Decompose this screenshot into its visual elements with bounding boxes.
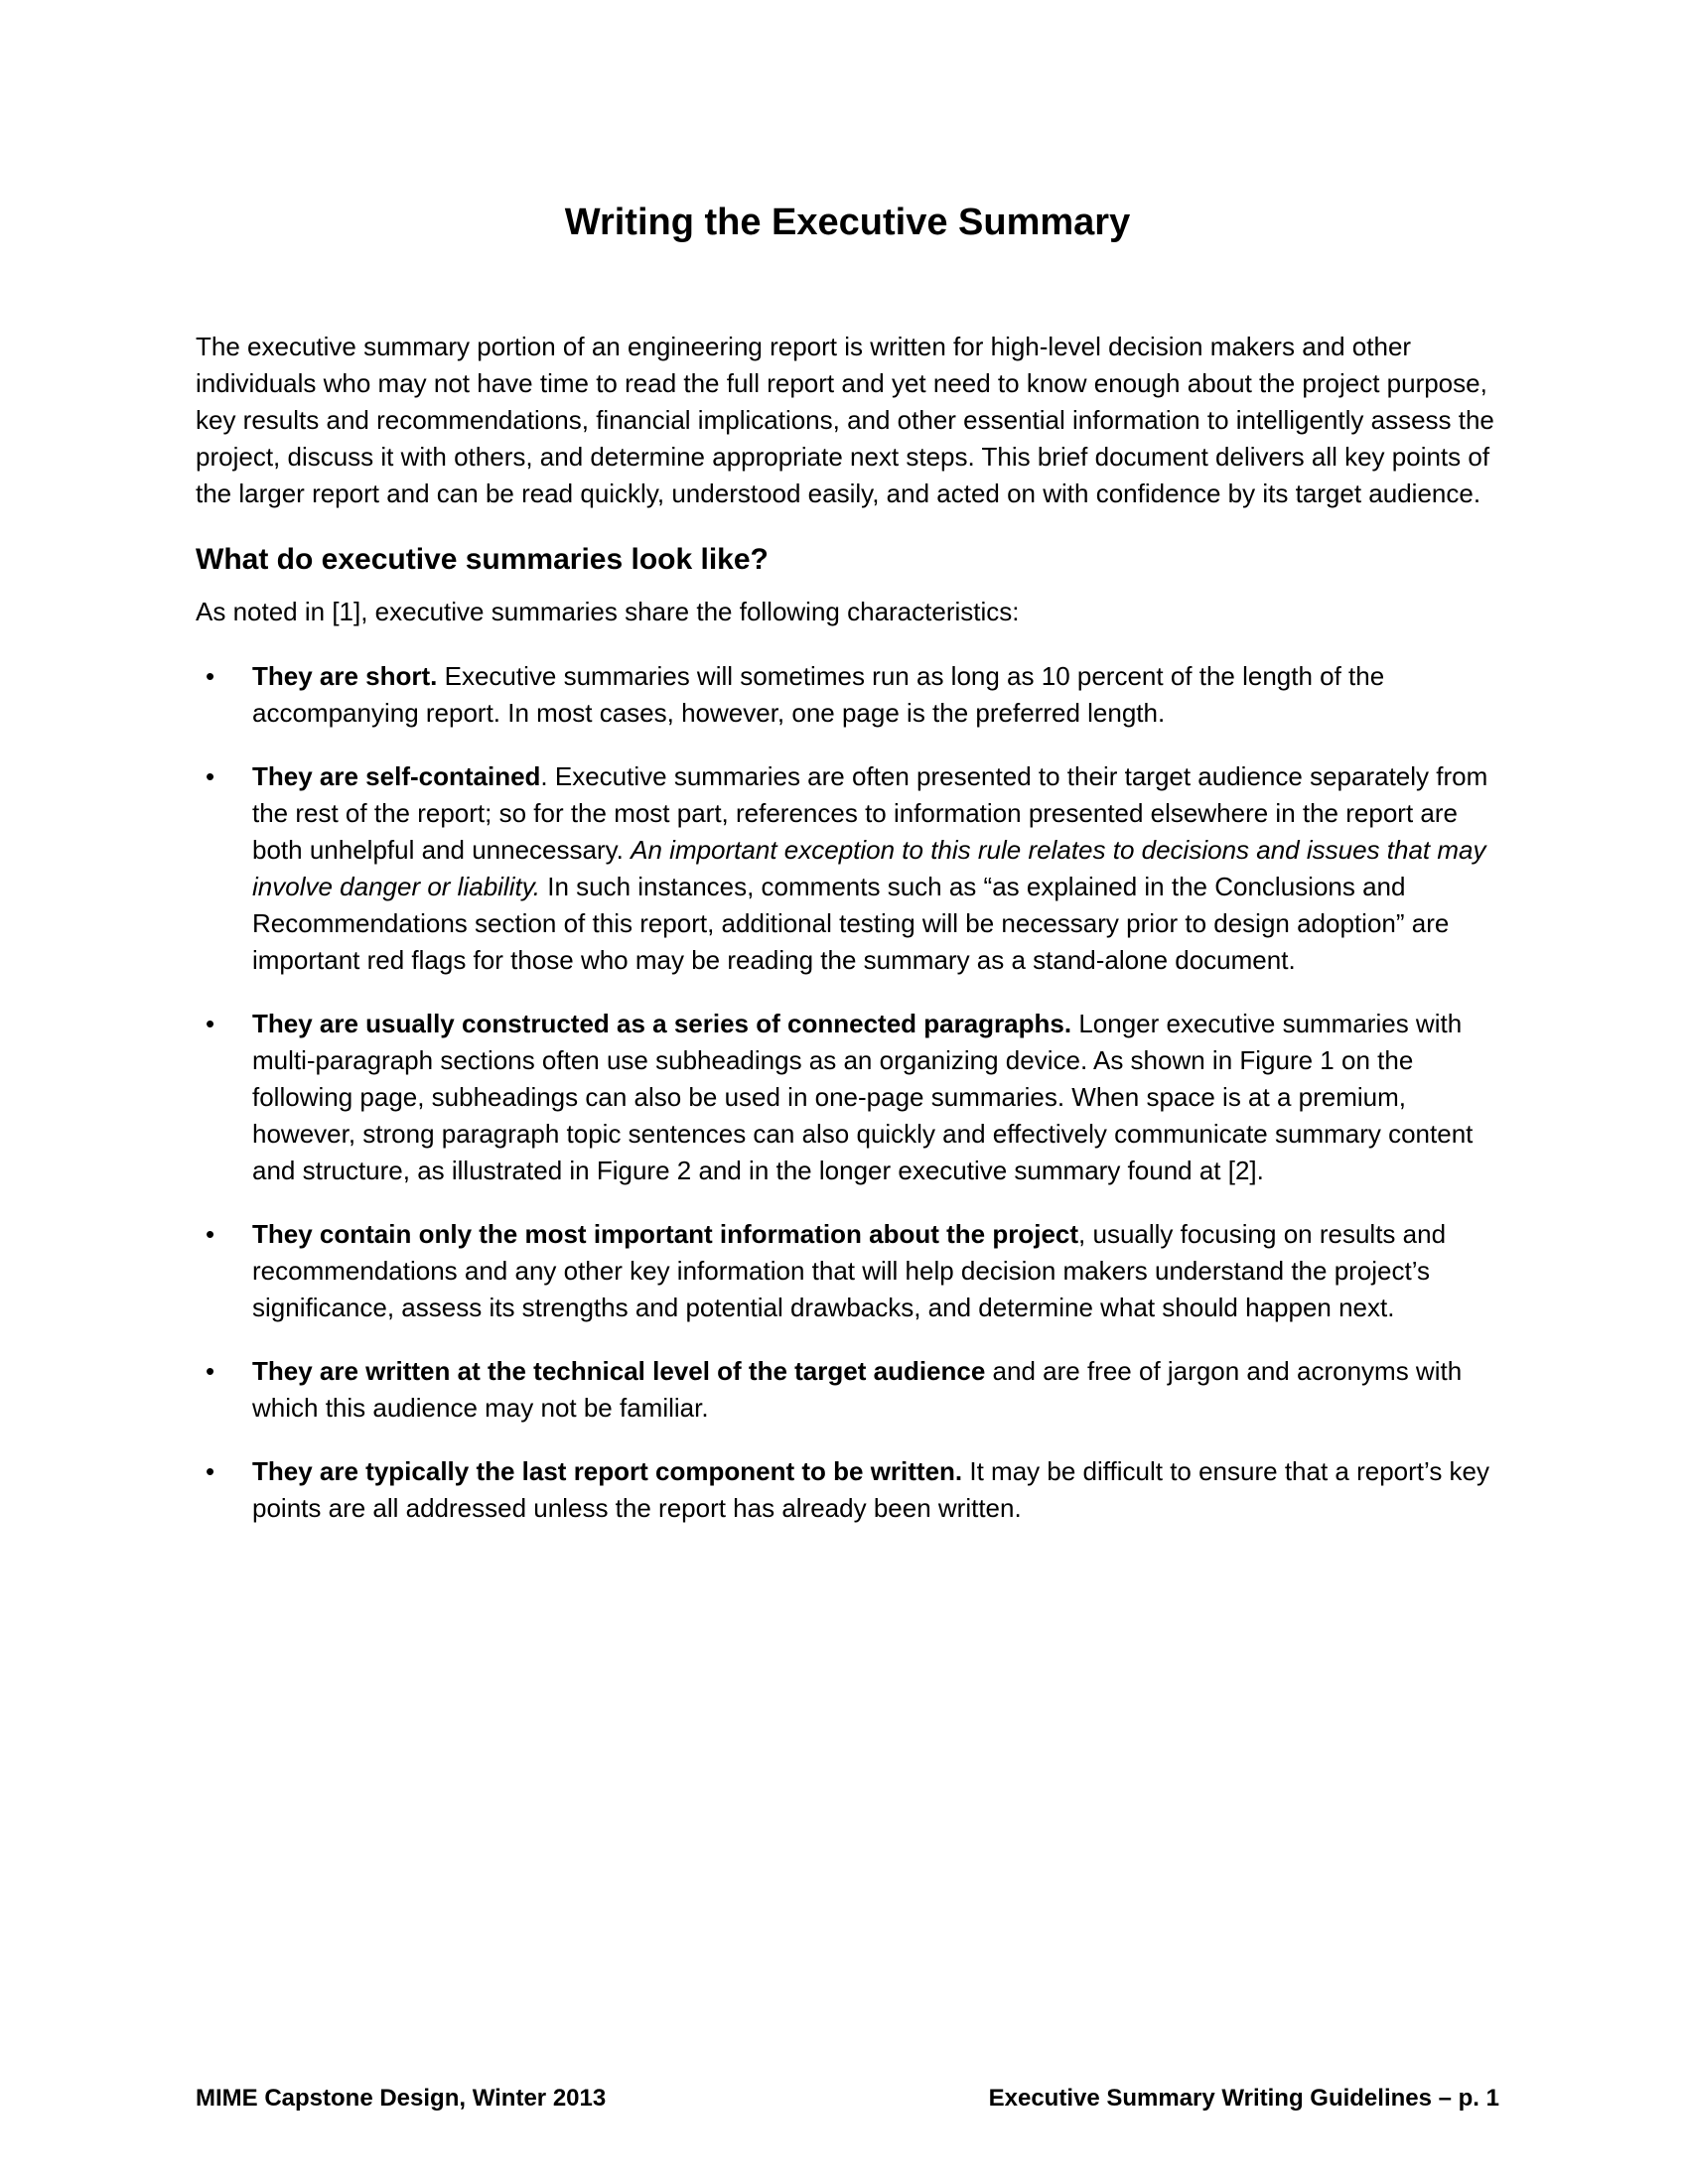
- intro-paragraph: The executive summary portion of an engineering report is written for high-level decision makers and other individuals who may not have time to read the full report and yet need to know enough about the project purpose, key results and recommendations, financial implications, and other essential information to intelligently assess the project, discuss it with others, and determine appropriate next steps. This brief document delivers all key points of the larger report and can be read quickly, understood easily, and acted on with confidence by its target audience.: [196, 331, 1494, 508]
- bullet-text: and are free of jargon and acronyms with which this audience may not be familiar.: [252, 1355, 1463, 1423]
- section-heading: What do executive summaries look like?: [196, 542, 769, 576]
- bullet-bold-lead: They are typically the last report component to be written.: [252, 1455, 963, 1486]
- bullet-icon: •: [206, 1355, 215, 1386]
- section-lead: As noted in [1], executive summaries share the following characteristics:: [196, 596, 1020, 626]
- bullet-icon: •: [206, 760, 215, 791]
- list-item-technical-level: [196, 1353, 1499, 1427]
- bullet-bold-lead: They are usually constructed as a series of connected paragraphs.: [252, 1008, 1072, 1038]
- bullet-bold-lead: They are short.: [252, 660, 438, 691]
- list-item-important-information: [196, 1216, 1499, 1326]
- list-item-self-contained: [196, 758, 1499, 979]
- page-title: Writing the Executive Summary: [564, 202, 1131, 243]
- bullet-text: . Executive summaries are often presented to their target audience separately from the rest of the report; so for the most part, references to information presented elsewhere in the report are both unhelpful and unnecessary.: [252, 760, 1488, 865]
- bullet-text: Longer executive summaries with multi-paragraph sections often use subheadings as an organizing device. As shown in Figure 1 on the following page, subheadings can also be used in one-page summaries. When space is at a premium, however, strong paragraph topic sentences can also quickly and effectively communicate summary content and structure, as illustrated in Figure 2 and in the longer executive summary found at [2].: [252, 1008, 1474, 1185]
- bullet-text: It may be difficult to ensure that a report’s key points are all addressed unless the report has already been written.: [252, 1455, 1490, 1523]
- bullet-bold-lead: They are self-contained: [252, 760, 541, 791]
- characteristics-list: [196, 658, 1499, 1527]
- footer-left-text: MIME Capstone Design, Winter 2013: [196, 2085, 607, 2112]
- footer-right-text: Executive Summary Writing Guidelines – p. 1: [988, 2085, 1499, 2112]
- page-footer: [196, 2085, 1499, 2114]
- bullet-italic-text: An important exception to this rule relates to decisions and issues that may involve danger or liability.: [252, 834, 1486, 901]
- bullet-icon: •: [206, 1218, 215, 1249]
- bullet-bold-lead: They contain only the most important information about the project: [252, 1218, 1079, 1249]
- bullet-icon: •: [206, 1455, 215, 1486]
- list-item-connected-paragraphs: [196, 1006, 1499, 1189]
- list-item-last-component: [196, 1453, 1499, 1527]
- bullet-icon: •: [206, 1008, 215, 1038]
- bullet-text: , usually focusing on results and recommendations and any other key information that will help decision makers understand the project’s significance, assess its strengths and potential drawbacks, and determine what should happen next.: [252, 1218, 1447, 1322]
- list-item-short: [196, 658, 1499, 732]
- bullet-icon: •: [206, 660, 215, 691]
- bullet-bold-lead: They are written at the technical level of the target audience: [252, 1355, 986, 1386]
- bullet-text: Executive summaries will sometimes run as long as 10 percent of the length of the accompanying report. In most cases, however, one page is the preferred length.: [252, 660, 1385, 728]
- bullet-text: In such instances, comments such as “as explained in the Conclusions and Recommendations section of this report, additional testing will be necessary prior to design adoption” are important red flags for those who may be reading the summary as a stand-alone document.: [252, 871, 1450, 975]
